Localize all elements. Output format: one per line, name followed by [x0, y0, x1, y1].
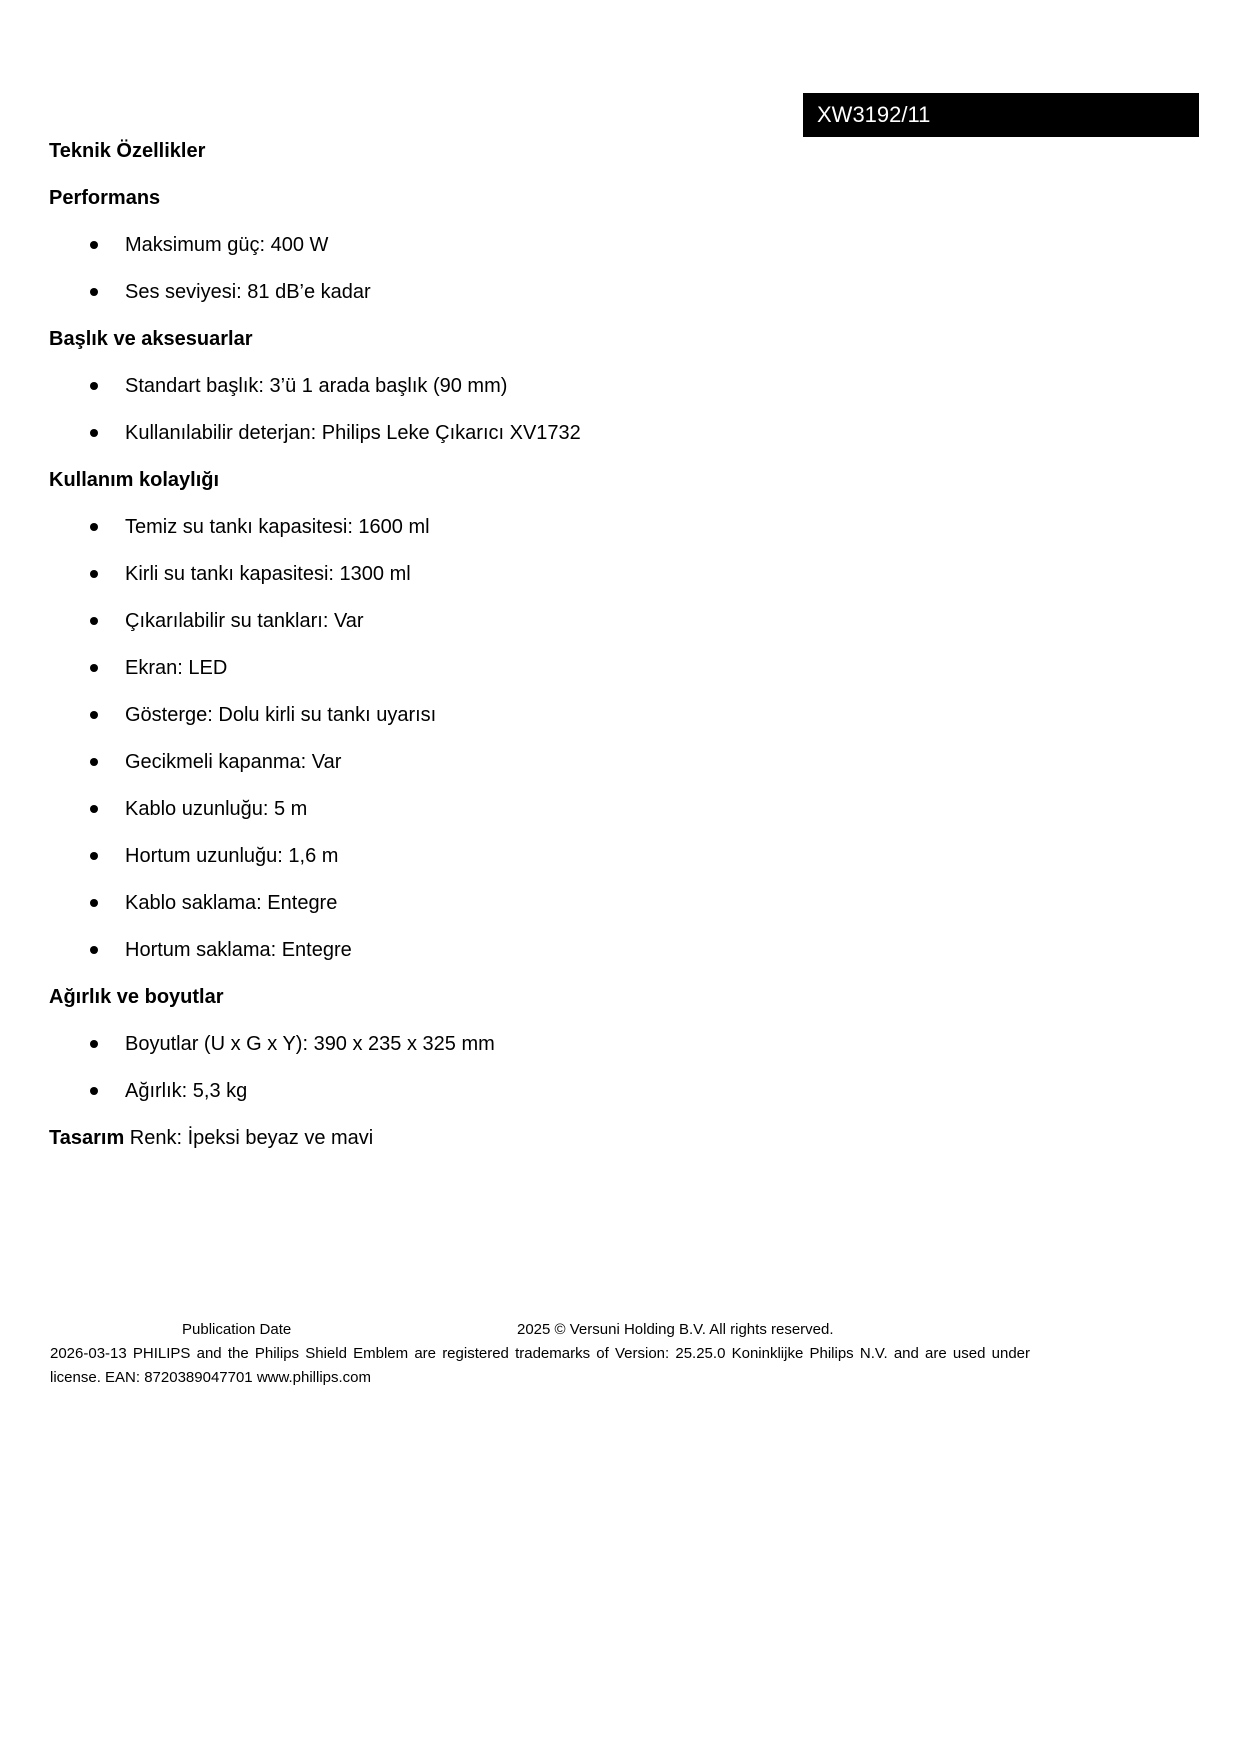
spec-item-text: Kirli su tankı kapasitesi: 1300 ml — [125, 563, 411, 585]
spec-item-text: Çıkarılabilir su tankları: Var — [125, 610, 364, 632]
spec-list — [49, 366, 1049, 460]
spec-item — [49, 272, 1049, 319]
spec-item — [49, 648, 1049, 695]
spec-item-text: Ekran: LED — [125, 657, 228, 679]
bullet-icon — [90, 758, 98, 766]
section-ease-of-use — [49, 460, 1049, 977]
bullet-icon — [90, 852, 98, 860]
spec-item — [49, 789, 1049, 836]
spec-item — [49, 601, 1049, 648]
spec-item-text: Ağırlık: 5,3 kg — [125, 1080, 248, 1102]
spec-content — [49, 131, 1049, 1165]
bullet-icon — [90, 429, 98, 437]
bullet-icon — [90, 382, 98, 390]
bullet-icon — [90, 805, 98, 813]
spec-item — [49, 1071, 1049, 1118]
bullet-icon — [90, 523, 98, 531]
spec-item — [49, 930, 1049, 977]
spec-item-text: Gecikmeli kapanma: Var — [125, 751, 342, 773]
section-weight-dimensions — [49, 977, 1049, 1118]
bullet-icon — [90, 241, 98, 249]
spec-item — [49, 225, 1049, 272]
bullet-icon — [90, 946, 98, 954]
section-heading: Başlık ve aksesuarlar — [49, 328, 253, 350]
design-line — [49, 1118, 1049, 1165]
spec-item — [49, 742, 1049, 789]
copyright-text: 2025 © Versuni Holding B.V. All rights reserved. — [517, 1321, 834, 1338]
section-heading: Performans — [49, 187, 161, 209]
spec-item-text: Maksimum güç: 400 W — [125, 234, 329, 256]
footer-top-row — [50, 1318, 1050, 1342]
publication-date-label: Publication Date — [182, 1321, 292, 1338]
spec-item-text: Temiz su tankı kapasitesi: 1600 ml — [125, 516, 430, 538]
section-performance — [49, 178, 1049, 319]
section-heading: Kullanım kolaylığı — [49, 469, 220, 491]
spec-item — [49, 554, 1049, 601]
spec-list — [49, 225, 1049, 319]
spec-item-text: Ses seviyesi: 81 dB’e kadar — [125, 281, 371, 303]
spec-item-text: Hortum uzunluğu: 1,6 m — [125, 845, 339, 867]
spec-item-text: Standart başlık: 3’ü 1 arada başlık (90 mm) — [125, 375, 508, 397]
spec-item-text: Gösterge: Dolu kirli su tankı uyarısı — [125, 704, 437, 726]
spec-list — [49, 1024, 1049, 1118]
section-heading: Ağırlık ve boyutlar — [49, 986, 224, 1008]
spec-item-text: Hortum saklama: Entegre — [125, 939, 352, 961]
legal-text: 2026-03-13 PHILIPS and the Philips Shield Emblem are registered trademarks of Version: 25.25.0 Koninklijke Philips N.V. and are used under license. EAN: 8720389047701 www.phillips.com — [50, 1345, 1030, 1386]
spec-item — [49, 695, 1049, 742]
spec-item — [49, 366, 1049, 413]
design-label: Tasarım — [49, 1127, 125, 1149]
bullet-icon — [90, 617, 98, 625]
bullet-icon — [90, 288, 98, 296]
spec-item-text: Kablo saklama: Entegre — [125, 892, 338, 914]
spec-item — [49, 836, 1049, 883]
bullet-icon — [90, 664, 98, 672]
spec-item — [49, 507, 1049, 554]
spec-item-text: Kullanılabilir deterjan: Philips Leke Çıkarıcı XV1732 — [125, 422, 581, 444]
spec-item — [49, 883, 1049, 930]
bullet-icon — [90, 711, 98, 719]
model-code-badge: XW3192/11 — [803, 93, 1199, 137]
spec-item — [49, 413, 1049, 460]
spec-list — [49, 507, 1049, 977]
spec-item — [49, 1024, 1049, 1071]
section-head-accessories — [49, 319, 1049, 460]
bullet-icon — [90, 899, 98, 907]
bullet-icon — [90, 570, 98, 578]
spec-item-text: Kablo uzunluğu: 5 m — [125, 798, 308, 820]
bullet-icon — [90, 1040, 98, 1048]
design-value: Renk: İpeksi beyaz ve mavi — [129, 1127, 374, 1149]
bullet-icon — [90, 1087, 98, 1095]
footer — [50, 1318, 1050, 1390]
page-title: Teknik Özellikler — [49, 140, 206, 162]
spec-item-text: Boyutlar (U x G x Y): 390 x 235 x 325 mm — [125, 1033, 495, 1055]
